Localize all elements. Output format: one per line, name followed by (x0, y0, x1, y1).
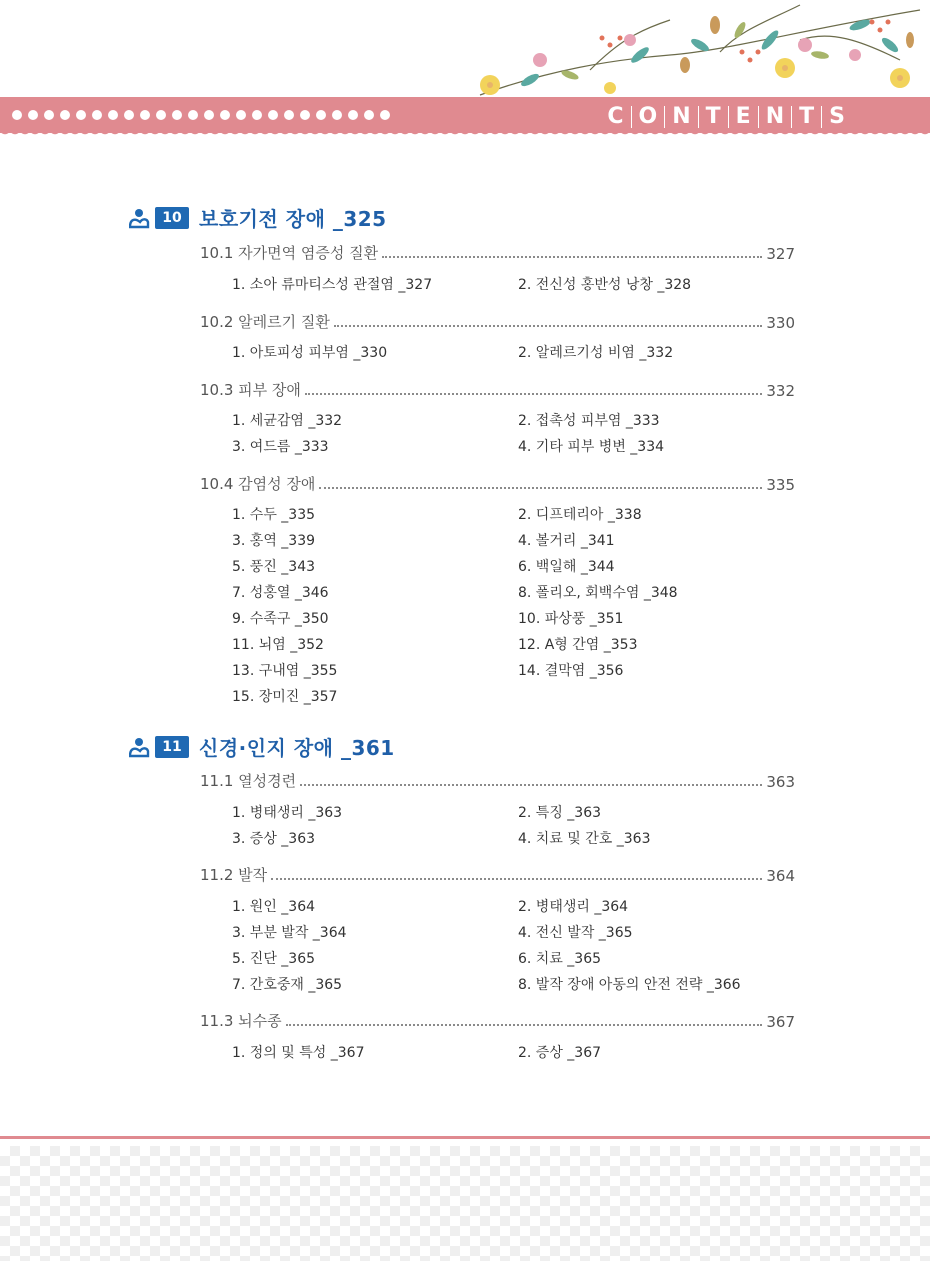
toc-item[interactable]: 1. 수두 _335 (232, 507, 316, 523)
toc-item[interactable]: 1. 세균감염 _332 (232, 413, 343, 429)
chapter-number: 11 (155, 736, 189, 758)
toc-item[interactable]: 1. 아토피성 피부염 _330 (232, 345, 388, 361)
toc-section[interactable] (200, 1011, 795, 1031)
title-letter: N (765, 104, 785, 129)
toc-item[interactable]: 9. 수족구 _350 (232, 611, 329, 627)
section-title: 10.3 피부 장애 (200, 381, 301, 399)
chapter-10-heading[interactable] (129, 203, 387, 232)
toc-item[interactable]: 3. 홍역 _339 (232, 533, 316, 549)
title-letter: N (672, 104, 691, 129)
section-page: 367 (766, 1013, 795, 1031)
section-page: 327 (766, 245, 795, 263)
chapter-title: 신경·인지 장애 _361 (199, 736, 395, 760)
section-title: 11.2 발작 (200, 866, 268, 884)
toc-section[interactable] (200, 380, 795, 400)
toc-item[interactable]: 7. 성홍열 _346 (232, 585, 329, 601)
toc-section[interactable] (200, 771, 795, 791)
title-letter: T (799, 104, 815, 129)
dotted-leader (286, 1023, 763, 1026)
toc-item[interactable]: 2. 병태생리 _364 (518, 899, 629, 915)
footer-checker-pattern (0, 1146, 930, 1261)
toc-item[interactable]: 8. 폴리오, 회백수염 _348 (518, 585, 678, 601)
title-letter: T (705, 104, 721, 129)
toc-section[interactable] (200, 865, 795, 885)
toc-item[interactable]: 2. 증상 _367 (518, 1045, 602, 1061)
contents-title (600, 103, 852, 131)
section-title: 11.3 뇌수종 (200, 1012, 282, 1030)
toc-item[interactable]: 6. 백일해 _344 (518, 559, 615, 575)
toc-item[interactable]: 13. 구내염 _355 (232, 663, 338, 679)
toc-item[interactable]: 2. 접촉성 피부염 _333 (518, 413, 660, 429)
toc-item[interactable]: 10. 파상풍 _351 (518, 611, 624, 627)
dotted-leader (382, 255, 762, 258)
section-page: 364 (766, 867, 795, 885)
toc-item[interactable]: 5. 풍진 _343 (232, 559, 316, 575)
title-letter: O (638, 104, 658, 129)
reader-icon (129, 207, 151, 229)
dotted-leader (305, 392, 762, 395)
footer-rule (0, 1136, 930, 1139)
toc-item[interactable]: 11. 뇌염 _352 (232, 637, 324, 653)
toc-item[interactable]: 7. 간호중재 _365 (232, 977, 343, 993)
toc-item[interactable]: 2. 알레르기성 비염 _332 (518, 345, 674, 361)
chapter-number: 10 (155, 207, 189, 229)
toc-section[interactable] (200, 243, 795, 263)
toc-item[interactable]: 1. 병태생리 _363 (232, 805, 343, 821)
chapter-title: 보호기전 장애 _325 (199, 207, 387, 231)
title-letter: E (735, 104, 751, 129)
toc-section[interactable] (200, 312, 795, 332)
toc-item[interactable]: 3. 부분 발작 _364 (232, 925, 347, 941)
section-title: 10.1 자가면역 염증성 질환 (200, 244, 379, 262)
dotted-leader (319, 486, 762, 489)
header-dots (12, 110, 390, 120)
toc-item[interactable]: 6. 치료 _365 (518, 951, 602, 967)
toc-item[interactable]: 12. A형 간염 _353 (518, 637, 638, 653)
section-page: 335 (766, 476, 795, 494)
chapter-11-heading[interactable] (129, 732, 395, 761)
section-title: 10.4 감염성 장애 (200, 475, 316, 493)
title-letter: C (607, 104, 624, 129)
toc-item[interactable]: 5. 진단 _365 (232, 951, 316, 967)
toc-item[interactable]: 15. 장미진 _357 (232, 689, 338, 705)
toc-item[interactable]: 8. 발작 장애 아동의 안전 전략 _366 (518, 977, 741, 993)
dotted-leader (334, 324, 762, 327)
toc-item[interactable]: 1. 정의 및 특성 _367 (232, 1045, 365, 1061)
page-header (0, 0, 930, 150)
toc-item[interactable]: 3. 여드름 _333 (232, 439, 329, 455)
section-title: 11.1 열성경련 (200, 772, 297, 790)
title-letter: S (829, 104, 845, 129)
toc-section[interactable] (200, 474, 795, 494)
section-page: 330 (766, 314, 795, 332)
toc-item[interactable]: 1. 원인 _364 (232, 899, 316, 915)
floral-decoration (470, 0, 930, 105)
section-page: 363 (766, 773, 795, 791)
toc-item[interactable]: 2. 특징 _363 (518, 805, 602, 821)
dotted-leader (300, 783, 762, 786)
toc-item[interactable]: 3. 증상 _363 (232, 831, 316, 847)
section-page: 332 (766, 382, 795, 400)
toc-item[interactable]: 2. 디프테리아 _338 (518, 507, 642, 523)
section-title: 10.2 알레르기 질환 (200, 313, 330, 331)
toc-item[interactable]: 4. 볼거리 _341 (518, 533, 615, 549)
reader-icon (129, 736, 151, 758)
toc-item[interactable]: 4. 기타 피부 병변 _334 (518, 439, 665, 455)
dotted-leader (271, 877, 762, 880)
toc-item[interactable]: 14. 결막염 _356 (518, 663, 624, 679)
toc-item[interactable]: 4. 치료 및 간호 _363 (518, 831, 651, 847)
toc-item[interactable]: 2. 전신성 홍반성 낭창 _328 (518, 277, 692, 293)
toc-item[interactable]: 4. 전신 발작 _365 (518, 925, 633, 941)
toc-item[interactable]: 1. 소아 류마티스성 관절염 _327 (232, 277, 433, 293)
